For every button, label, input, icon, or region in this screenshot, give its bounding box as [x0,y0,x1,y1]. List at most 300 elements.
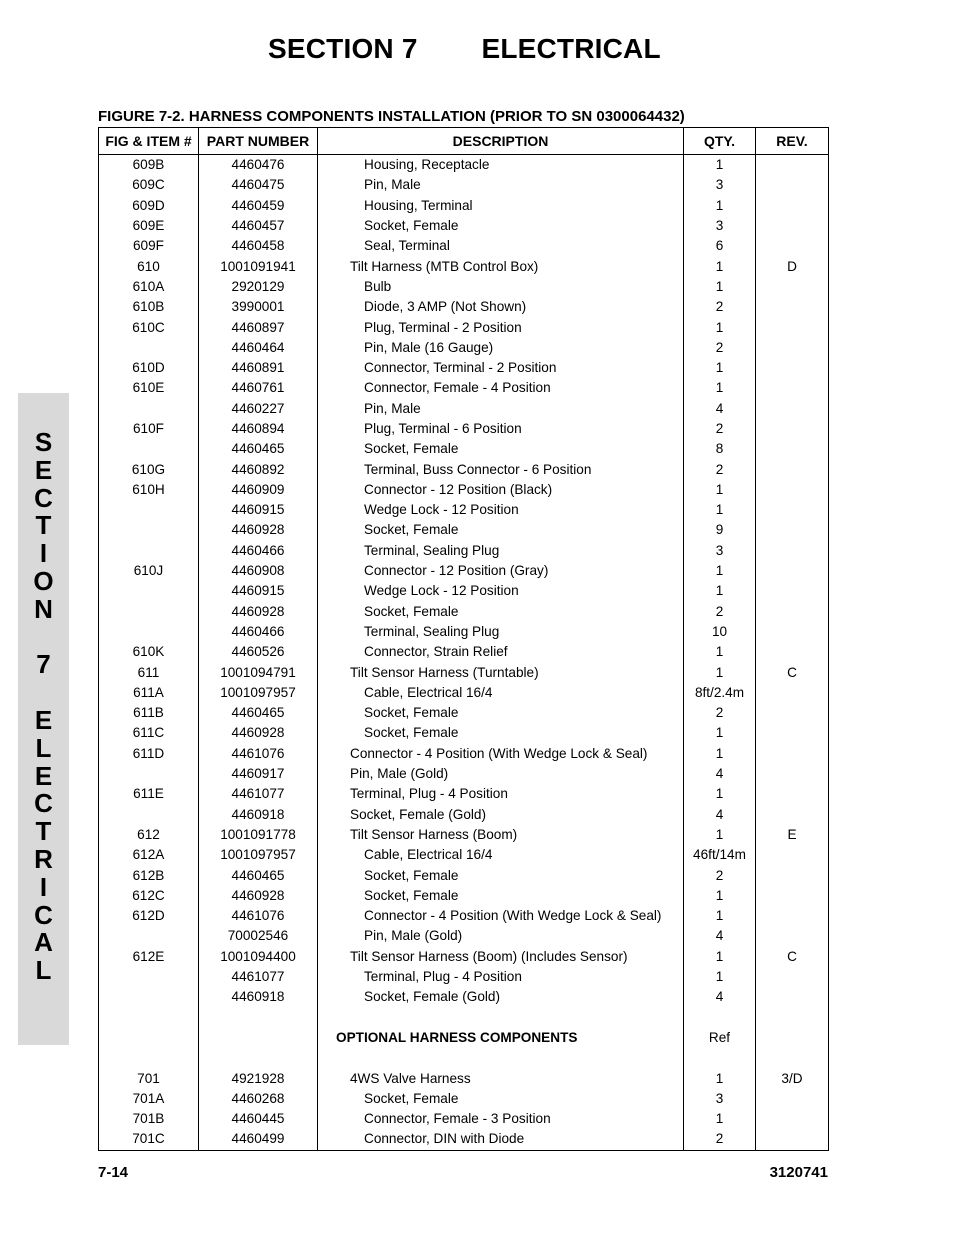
rev-cell [756,1109,829,1129]
rev-cell [756,865,829,885]
fig-item-cell [99,338,199,358]
part-number-cell: 4460928 [199,723,318,743]
part-number-cell: 4460915 [199,581,318,601]
description-cell: Socket, Female [318,703,684,723]
qty-cell: 3 [684,541,756,561]
side-tab-letter: T [35,510,52,541]
table-row [99,480,829,500]
table-row [99,297,829,317]
rev-cell [756,845,829,865]
rev-cell [756,520,829,540]
qty-cell: 1 [684,947,756,967]
description-cell: Terminal, Buss Connector - 6 Position [318,459,684,479]
fig-item-cell [99,987,199,1007]
description-cell: Connector, Strain Relief [318,642,684,662]
qty-cell: 1 [684,277,756,297]
fig-item-cell: 609D [99,196,199,216]
qty-cell: 1 [684,784,756,804]
description-cell: Seal, Terminal [318,236,684,256]
side-tab-letter: I [39,871,48,902]
part-number-cell [199,1048,318,1068]
part-number-cell: 3990001 [199,297,318,317]
table-row [99,256,829,276]
fig-item-cell: 610E [99,378,199,398]
fig-item-cell [99,1048,199,1068]
description-cell: Plug, Terminal - 6 Position [318,419,684,439]
table-row [99,561,829,581]
fig-item-cell: 611 [99,662,199,682]
rev-cell: C [756,662,829,682]
description-cell: Connector, Terminal - 2 Position [318,358,684,378]
fig-item-cell: 610A [99,277,199,297]
rev-cell [756,1089,829,1109]
table-row [99,581,829,601]
description-cell: Socket, Female [318,216,684,236]
fig-item-cell: 610J [99,561,199,581]
qty-cell: 1 [684,358,756,378]
side-tab-letter: N [34,593,53,624]
description-cell: 4WS Valve Harness [318,1068,684,1088]
description-cell [318,1048,684,1068]
table-row [99,277,829,297]
fig-item-cell [99,500,199,520]
rev-cell [756,967,829,987]
part-number-cell [199,1007,318,1027]
qty-cell: 8ft/2.4m [684,683,756,703]
part-number-cell: 1001097957 [199,683,318,703]
table-row [99,1028,829,1048]
table-row [99,216,829,236]
rev-cell [756,155,829,176]
description-cell: Cable, Electrical 16/4 [318,683,684,703]
rev-cell [756,764,829,784]
part-number-cell: 4460466 [199,541,318,561]
rev-cell [756,926,829,946]
rev-cell [756,459,829,479]
table-row [99,1109,829,1129]
description-cell: Connector - 12 Position (Black) [318,480,684,500]
qty-cell: 10 [684,622,756,642]
side-tab-letter: R [34,843,53,874]
table-row [99,622,829,642]
description-cell: Socket, Female [318,602,684,622]
fig-item-cell [99,581,199,601]
description-cell: Cable, Electrical 16/4 [318,845,684,865]
description-cell: Tilt Sensor Harness (Boom) (Includes Sensor) [318,947,684,967]
part-number-cell: 1001094791 [199,662,318,682]
rev-cell [756,805,829,825]
description-cell: Tilt Sensor Harness (Turntable) [318,662,684,682]
part-number-cell: 4460908 [199,561,318,581]
description-cell: Socket, Female [318,1089,684,1109]
qty-cell: 1 [684,662,756,682]
qty-cell: 2 [684,865,756,885]
section-title: SECTION 7 ELECTRICAL [268,33,661,64]
rev-cell [756,480,829,500]
page-number: 7-14 [98,1164,129,1181]
table-row [99,987,829,1007]
part-number-cell: 4460466 [199,622,318,642]
rev-cell [756,906,829,926]
qty-cell: 1 [684,317,756,337]
table-row [99,236,829,256]
fig-item-cell: 610B [99,297,199,317]
part-number-cell: 4460928 [199,602,318,622]
table-row [99,520,829,540]
table-row [99,703,829,723]
rev-cell [756,683,829,703]
table-row [99,906,829,926]
side-tab-letter: C [34,482,53,513]
qty-cell: 4 [684,805,756,825]
table-row [99,378,829,398]
table-row [99,1068,829,1088]
fig-item-cell: 611C [99,723,199,743]
part-number-cell: 4460891 [199,358,318,378]
fig-item-cell [99,399,199,419]
side-tab-letter [18,624,69,652]
rev-cell [756,602,829,622]
description-cell: Connector - 4 Position (With Wedge Lock & Seal) [318,906,684,926]
fig-item-cell: 701 [99,1068,199,1088]
rev-cell [756,439,829,459]
part-number-cell: 4460915 [199,500,318,520]
rev-cell [756,500,829,520]
side-tab-letter: S [34,427,53,457]
description-cell: Connector, Female - 4 Position [318,378,684,398]
fig-item-cell: 612B [99,865,199,885]
rev-cell [756,297,829,317]
rev-cell [756,175,829,195]
description-cell: Connector, DIN with Diode [318,1129,684,1150]
part-number-cell: 4460465 [199,439,318,459]
section-side-tab [18,393,69,1045]
side-tab-letter: E [34,454,53,485]
table-row [99,196,829,216]
description-cell: Socket, Female [318,439,684,459]
header-fig-item: FIG & ITEM # [99,128,199,155]
description-cell: Housing, Terminal [318,196,684,216]
fig-item-cell: 610C [99,317,199,337]
rev-cell [756,1028,829,1048]
fig-item-cell: 611B [99,703,199,723]
table-row [99,947,829,967]
table-row [99,764,829,784]
qty-cell: 4 [684,399,756,419]
fig-item-cell: 701C [99,1129,199,1150]
rev-cell: E [756,825,829,845]
table-row [99,967,829,987]
side-tab-letter: L [35,955,52,986]
fig-item-cell: 612C [99,886,199,906]
table-row [99,459,829,479]
fig-item-cell: 612E [99,947,199,967]
part-number-cell: 1001091778 [199,825,318,845]
rev-cell [756,317,829,337]
description-cell: Terminal, Plug - 4 Position [318,967,684,987]
part-number-cell: 4460476 [199,155,318,176]
description-cell: Diode, 3 AMP (Not Shown) [318,297,684,317]
description-cell: Socket, Female (Gold) [318,805,684,825]
qty-cell: 1 [684,744,756,764]
table-row [99,1089,829,1109]
part-number-cell: 4460465 [199,703,318,723]
fig-item-cell: 611A [99,683,199,703]
description-cell: Tilt Sensor Harness (Boom) [318,825,684,845]
fig-item-cell [99,805,199,825]
fig-item-cell [99,967,199,987]
description-cell: Socket, Female (Gold) [318,987,684,1007]
qty-cell: 4 [684,987,756,1007]
qty-cell: 3 [684,216,756,236]
table-row [99,500,829,520]
rev-cell [756,784,829,804]
qty-cell [684,1048,756,1068]
part-number-cell: 4460445 [199,1109,318,1129]
table-row [99,723,829,743]
qty-cell: 1 [684,480,756,500]
part-number-cell: 4460918 [199,805,318,825]
table-row [99,662,829,682]
qty-cell: 1 [684,581,756,601]
fig-item-cell [99,520,199,540]
side-tab-letter: I [39,538,48,569]
qty-cell: 2 [684,602,756,622]
qty-cell: 3 [684,175,756,195]
description-cell: Socket, Female [318,723,684,743]
rev-cell [756,987,829,1007]
table-row [99,784,829,804]
rev-cell [756,1048,829,1068]
part-number-cell: 4460897 [199,317,318,337]
parts-table-body [99,155,829,1151]
fig-item-cell: 609F [99,236,199,256]
fig-item-cell: 609E [99,216,199,236]
qty-cell: 8 [684,439,756,459]
qty-cell: 1 [684,1109,756,1129]
rev-cell [756,196,829,216]
side-tab-letter: T [35,816,52,847]
description-cell [318,1007,684,1027]
part-number-cell: 4460761 [199,378,318,398]
rev-cell [756,581,829,601]
part-number-cell: 4460458 [199,236,318,256]
table-row [99,642,829,662]
qty-cell: 1 [684,1068,756,1088]
parts-table [98,127,829,1151]
table-row [99,602,829,622]
description-cell: Connector, Female - 3 Position [318,1109,684,1129]
fig-item-cell: 610F [99,419,199,439]
qty-cell: 1 [684,642,756,662]
header-rev: REV. [756,128,829,155]
table-row [99,1048,829,1068]
rev-cell [756,378,829,398]
rev-cell [756,399,829,419]
rev-cell [756,886,829,906]
side-tab-letter: C [34,899,53,930]
description-cell: Socket, Female [318,886,684,906]
fig-item-cell: 611E [99,784,199,804]
table-row [99,419,829,439]
rev-cell [756,358,829,378]
side-tab-letter: L [35,732,52,763]
rev-cell [756,338,829,358]
fig-item-cell: 610D [99,358,199,378]
part-number-cell: 4460917 [199,764,318,784]
header-qty: QTY. [684,128,756,155]
part-number-cell: 4460909 [199,480,318,500]
qty-cell: 1 [684,196,756,216]
fig-item-cell: 609B [99,155,199,176]
table-header-row [99,128,829,155]
description-cell: Socket, Female [318,520,684,540]
table-row [99,926,829,946]
table-row [99,541,829,561]
rev-cell [756,216,829,236]
fig-item-cell: 610 [99,256,199,276]
part-number-cell: 4460499 [199,1129,318,1150]
rev-cell [756,703,829,723]
rev-cell [756,236,829,256]
part-number-cell: 70002546 [199,926,318,946]
header-description: DESCRIPTION [318,128,684,155]
fig-item-cell [99,541,199,561]
description-cell: Terminal, Plug - 4 Position [318,784,684,804]
part-number-cell: 4460928 [199,520,318,540]
part-number-cell: 4460268 [199,1089,318,1109]
rev-cell [756,1007,829,1027]
part-number-cell: 4460464 [199,338,318,358]
qty-cell: 2 [684,703,756,723]
qty-cell: 2 [684,419,756,439]
fig-item-cell: 610H [99,480,199,500]
qty-cell: 1 [684,561,756,581]
description-cell: Pin, Male (Gold) [318,926,684,946]
side-tab-letter [18,679,69,707]
side-tab-letter: E [34,704,53,735]
qty-cell: 1 [684,256,756,276]
fig-item-cell: 610G [99,459,199,479]
description-cell: Pin, Male [318,399,684,419]
description-cell: Housing, Receptacle [318,155,684,176]
fig-item-cell: 609C [99,175,199,195]
side-tab-letter: A [34,927,53,958]
qty-cell: 9 [684,520,756,540]
part-number-cell: 4921928 [199,1068,318,1088]
description-cell: Pin, Male (16 Gauge) [318,338,684,358]
qty-cell: 1 [684,825,756,845]
qty-cell: 2 [684,459,756,479]
table-row [99,845,829,865]
part-number-cell: 4460918 [199,987,318,1007]
qty-cell: 2 [684,338,756,358]
fig-item-cell: 611D [99,744,199,764]
qty-cell: 46ft/14m [684,845,756,865]
description-cell: Plug, Terminal - 2 Position [318,317,684,337]
table-row [99,886,829,906]
part-number-cell: 4460928 [199,886,318,906]
fig-item-cell [99,602,199,622]
table-row [99,175,829,195]
part-number-cell: 4460465 [199,865,318,885]
part-number-cell: 1001097957 [199,845,318,865]
part-number-cell: 4460459 [199,196,318,216]
part-number-cell: 1001091941 [199,256,318,276]
figure-title: FIGURE 7-2. HARNESS COMPONENTS INSTALLATION (PRIOR TO SN 0300064432) [98,108,685,125]
rev-cell: D [756,256,829,276]
qty-cell: 6 [684,236,756,256]
qty-cell: Ref [684,1028,756,1048]
qty-cell: 1 [684,886,756,906]
table-row [99,825,829,845]
description-cell: Pin, Male (Gold) [318,764,684,784]
description-cell: Wedge Lock - 12 Position [318,500,684,520]
table-row [99,358,829,378]
table-row [99,399,829,419]
table-row [99,1007,829,1027]
qty-cell: 4 [684,926,756,946]
qty-cell: 1 [684,378,756,398]
description-cell: OPTIONAL HARNESS COMPONENTS [318,1028,684,1048]
table-row [99,439,829,459]
fig-item-cell [99,439,199,459]
qty-cell: 1 [684,723,756,743]
rev-cell: 3/D [756,1068,829,1088]
table-row [99,683,829,703]
table-row [99,155,829,176]
table-row [99,317,829,337]
fig-item-cell [99,764,199,784]
qty-cell: 1 [684,155,756,176]
fig-item-cell [99,622,199,642]
rev-cell [756,744,829,764]
side-tab-letter: O [33,565,54,596]
table-row [99,865,829,885]
qty-cell: 1 [684,967,756,987]
part-number-cell: 4460892 [199,459,318,479]
fig-item-cell: 610K [99,642,199,662]
rev-cell [756,541,829,561]
rev-cell [756,1129,829,1150]
description-cell: Tilt Harness (MTB Control Box) [318,256,684,276]
fig-item-cell: 612A [99,845,199,865]
description-cell: Connector - 4 Position (With Wedge Lock & Seal) [318,744,684,764]
part-number-cell: 4460526 [199,642,318,662]
fig-item-cell: 612 [99,825,199,845]
qty-cell: 1 [684,906,756,926]
fig-item-cell: 701A [99,1089,199,1109]
qty-cell [684,1007,756,1027]
rev-cell [756,277,829,297]
qty-cell: 3 [684,1089,756,1109]
description-cell: Socket, Female [318,865,684,885]
rev-cell [756,642,829,662]
table-row [99,805,829,825]
part-number-cell: 1001094400 [199,947,318,967]
rev-cell [756,723,829,743]
side-tab-letter: 7 [36,649,51,680]
part-number-cell: 4461077 [199,967,318,987]
side-tab-letter: C [34,788,53,819]
part-number-cell: 4460894 [199,419,318,439]
description-cell: Bulb [318,277,684,297]
fig-item-cell: 612D [99,906,199,926]
qty-cell: 2 [684,1129,756,1150]
part-number-cell: 4461077 [199,784,318,804]
document-number: 3120741 [769,1164,828,1181]
qty-cell: 2 [684,297,756,317]
